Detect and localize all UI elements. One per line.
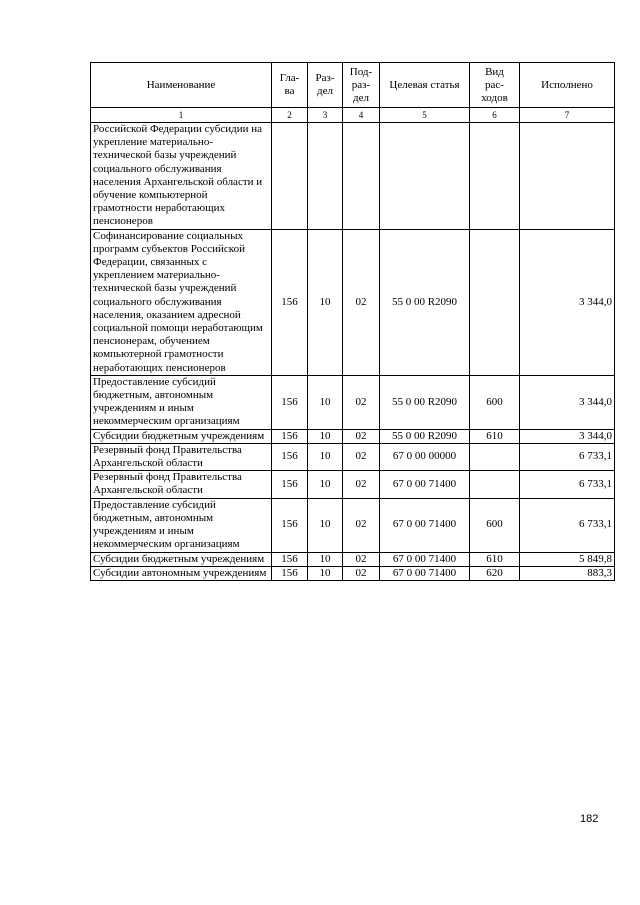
table-row bbox=[91, 123, 615, 230]
row-subsection: 02 bbox=[343, 229, 380, 375]
row-expense-type: 620 bbox=[470, 566, 520, 580]
row-name: Предоставление субсидий бюджетным, автономным учреждениям и иным некоммерческим организациям bbox=[91, 375, 272, 429]
row-subsection: 02 bbox=[343, 375, 380, 429]
row-subsection: 02 bbox=[343, 443, 380, 470]
row-chapter: 156 bbox=[272, 471, 308, 498]
row-section: 10 bbox=[308, 498, 343, 552]
row-target: 55 0 00 R2090 bbox=[380, 429, 470, 443]
table-row bbox=[91, 552, 615, 566]
row-target: 67 0 00 71400 bbox=[380, 566, 470, 580]
row-section bbox=[308, 123, 343, 230]
row-expense-type: 600 bbox=[470, 498, 520, 552]
row-executed bbox=[520, 123, 615, 230]
row-section: 10 bbox=[308, 552, 343, 566]
column-numbers-row bbox=[91, 108, 615, 123]
table-row bbox=[91, 443, 615, 470]
row-executed: 6 733,1 bbox=[520, 498, 615, 552]
row-expense-type bbox=[470, 123, 520, 230]
row-name: Предоставление субсидий бюджетным, автономным учреждениям и иным некоммерческим организациям bbox=[91, 498, 272, 552]
row-target: 67 0 00 71400 bbox=[380, 498, 470, 552]
header-target: Целевая статья bbox=[380, 63, 470, 108]
row-name: Субсидии бюджетным учреждениям bbox=[91, 552, 272, 566]
header-row bbox=[91, 63, 615, 108]
row-expense-type bbox=[470, 229, 520, 375]
row-section: 10 bbox=[308, 229, 343, 375]
table-row bbox=[91, 498, 615, 552]
budget-table bbox=[90, 62, 615, 581]
row-name: Резервный фонд Правительства Архангельской области bbox=[91, 471, 272, 498]
row-name: Резервный фонд Правительства Архангельской области bbox=[91, 443, 272, 470]
row-chapter: 156 bbox=[272, 443, 308, 470]
row-subsection: 02 bbox=[343, 566, 380, 580]
row-section: 10 bbox=[308, 443, 343, 470]
column-number: 5 bbox=[380, 108, 470, 123]
row-name: Субсидии бюджетным учреждениям bbox=[91, 429, 272, 443]
table-row bbox=[91, 429, 615, 443]
header-expense-type: Вид рас-ходов bbox=[470, 63, 520, 108]
row-target: 67 0 00 71400 bbox=[380, 552, 470, 566]
row-chapter: 156 bbox=[272, 552, 308, 566]
header-section: Раз-дел bbox=[308, 63, 343, 108]
table-row bbox=[91, 375, 615, 429]
row-chapter bbox=[272, 123, 308, 230]
row-expense-type bbox=[470, 471, 520, 498]
row-subsection: 02 bbox=[343, 471, 380, 498]
row-expense-type bbox=[470, 443, 520, 470]
row-name: Российской Федерации субсидии на укрепление материально-технической базы учреждений социального обслуживания населения Архангельской области и обучение компьютерной грамотности неработающих пенсионеров bbox=[91, 123, 272, 230]
row-target: 67 0 00 71400 bbox=[380, 471, 470, 498]
row-subsection: 02 bbox=[343, 429, 380, 443]
row-subsection: 02 bbox=[343, 498, 380, 552]
row-target: 55 0 00 R2090 bbox=[380, 375, 470, 429]
row-section: 10 bbox=[308, 566, 343, 580]
row-executed: 3 344,0 bbox=[520, 375, 615, 429]
row-section: 10 bbox=[308, 375, 343, 429]
table-row bbox=[91, 471, 615, 498]
row-executed: 3 344,0 bbox=[520, 229, 615, 375]
page-number: 182 bbox=[580, 813, 599, 825]
row-expense-type: 600 bbox=[470, 375, 520, 429]
row-executed: 6 733,1 bbox=[520, 471, 615, 498]
row-executed: 883,3 bbox=[520, 566, 615, 580]
header-subsection: Под-раз-дел bbox=[343, 63, 380, 108]
row-executed: 6 733,1 bbox=[520, 443, 615, 470]
column-number: 2 bbox=[272, 108, 308, 123]
column-number: 3 bbox=[308, 108, 343, 123]
row-chapter: 156 bbox=[272, 429, 308, 443]
column-number: 7 bbox=[520, 108, 615, 123]
row-section: 10 bbox=[308, 471, 343, 498]
row-executed: 5 849,8 bbox=[520, 552, 615, 566]
row-name: Субсидии автономным учреждениям bbox=[91, 566, 272, 580]
row-section: 10 bbox=[308, 429, 343, 443]
column-number: 1 bbox=[91, 108, 272, 123]
row-chapter: 156 bbox=[272, 566, 308, 580]
table-row bbox=[91, 229, 615, 375]
column-number: 4 bbox=[343, 108, 380, 123]
row-chapter: 156 bbox=[272, 229, 308, 375]
column-number: 6 bbox=[470, 108, 520, 123]
header-executed: Исполнено bbox=[520, 63, 615, 108]
row-target: 67 0 00 00000 bbox=[380, 443, 470, 470]
row-name: Софинансирование социальных программ субъектов Российской Федерации, связанных с укреплением материально-технической базы учреждений социального обслуживания населения, оказанием адресной социальной помощи неработающим пенсионерам, обучением компьютерной грамотности неработающих пенсионеров bbox=[91, 229, 272, 375]
header-name: Наименование bbox=[91, 63, 272, 108]
row-chapter: 156 bbox=[272, 375, 308, 429]
row-chapter: 156 bbox=[272, 498, 308, 552]
table-row bbox=[91, 566, 615, 580]
row-subsection bbox=[343, 123, 380, 230]
row-subsection: 02 bbox=[343, 552, 380, 566]
row-expense-type: 610 bbox=[470, 552, 520, 566]
row-target: 55 0 00 R2090 bbox=[380, 229, 470, 375]
header-chapter: Гла-ва bbox=[272, 63, 308, 108]
row-executed: 3 344,0 bbox=[520, 429, 615, 443]
row-target bbox=[380, 123, 470, 230]
row-expense-type: 610 bbox=[470, 429, 520, 443]
